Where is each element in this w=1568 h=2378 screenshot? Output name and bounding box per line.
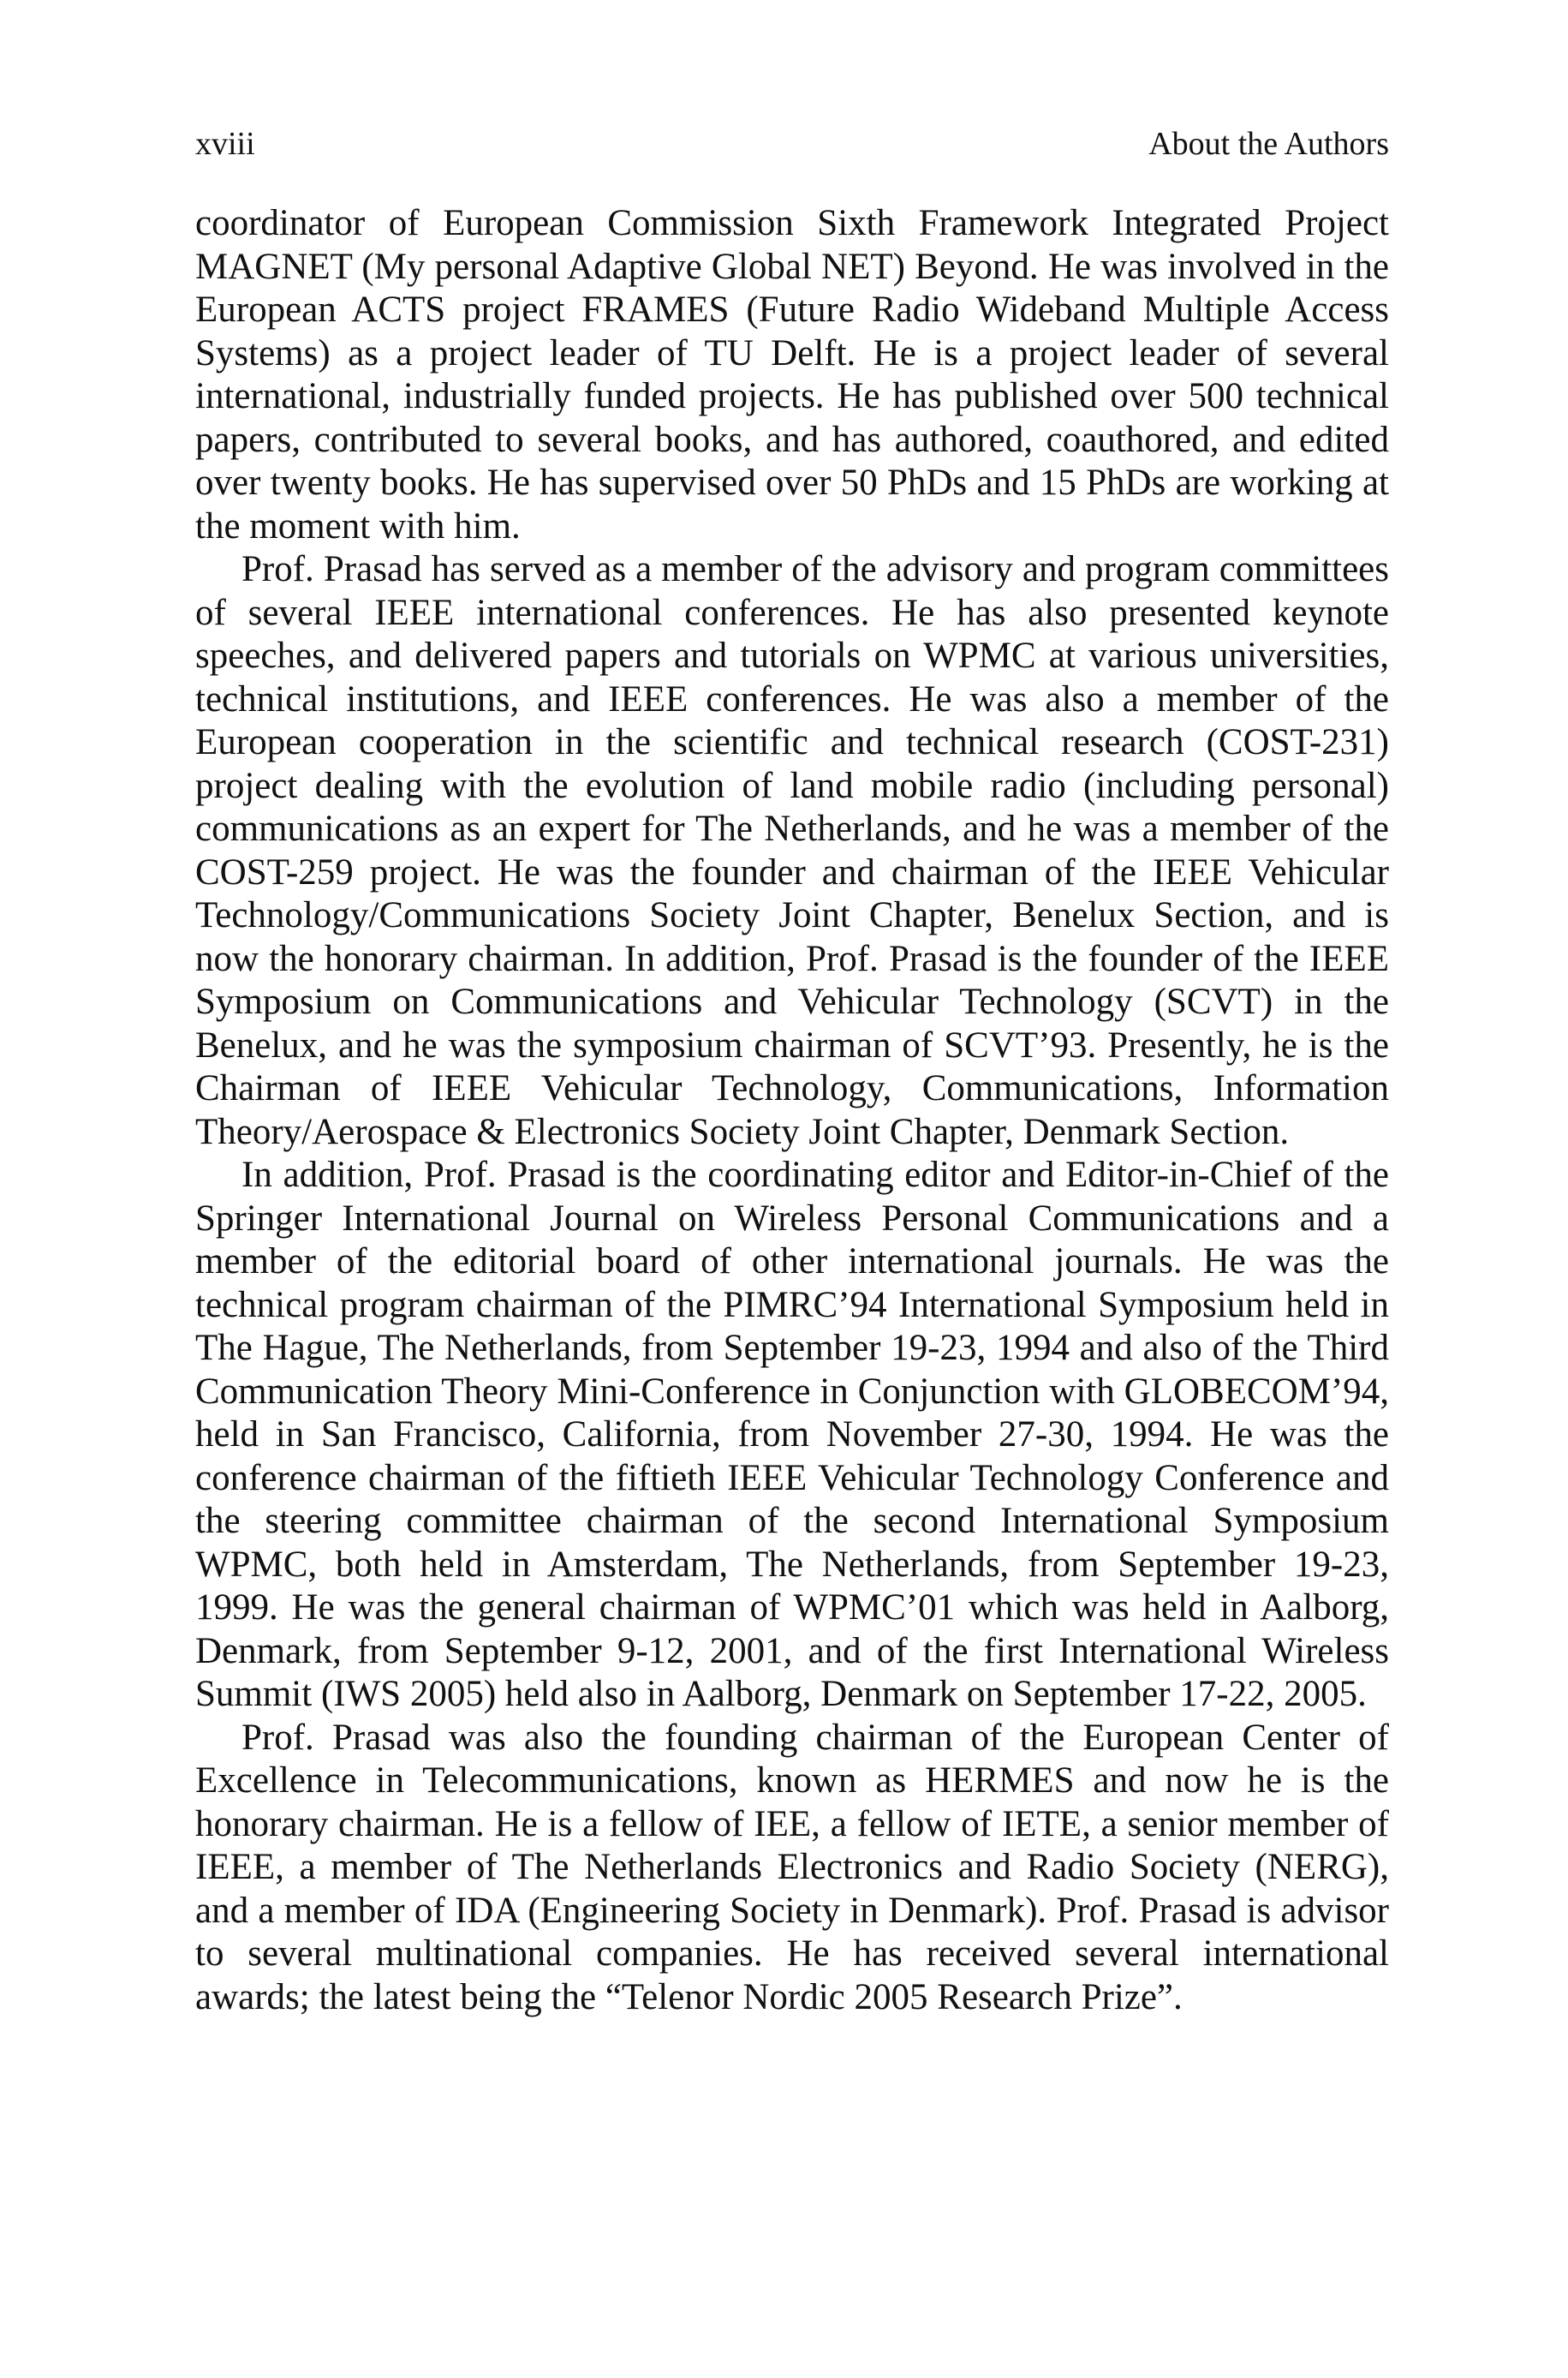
paragraph-continued: coordinator of European Commission Sixth Framework Integrated Project MAGNET (My personal Adaptive Global NET) Beyond. He was involved in the European ACTS project FRAMES (Future Radio Wideband Multiple Access Systems) as a project leader of TU Delft. He is a project leader of several international, industrially funded projects. He has published over 500 technical papers, contributed to several books, and has authored, coauthored, and edited over twenty books. He has supervised over 50 PhDs and 15 PhDs are working at the moment with him. [195,203,1389,547]
paragraph-committees: Prof. Prasad has served as a member of the advisory and program committees of several IEEE international conferences. He has also presented keynote speeches, and delivered papers and tutorials on WPMC at various universities, technical institutions, and IEEE conferences. He was also a member of the European cooperation in the scientific and technical research (COST-231) project dealing with the evolution of land mobile radio (including personal) communications as an expert for The Netherlands, and he was a member of the COST-259 project. He was the founder and chairman of the IEEE Vehicular Technology/Communications Society Joint Chapter, Benelux Section, and is now the honorary chairman. In addition, Prof. Prasad is the founder of the IEEE Symposium on Communications and Vehicular Technology (SCVT) in the Benelux, and he was the symposium chairman of SCVT’93. Presently, he is the Chairman of IEEE Vehicular Technology, Communications, Information Theory/Aerospace & Electronics Society Joint Chapter, Denmark Section. [195,549,1389,1152]
paragraph-honors: Prof. Prasad was also the founding chairman of the European Center of Excellence in Telecommunications, known as HERMES and now he is the honorary chairman. He is a fellow of IEE, a fellow of IETE, a senior member of IEEE, a member of The Netherlands Electronics and Radio Society (NERG), and a member of IDA (Engineering Society in Denmark). Prof. Prasad is advisor to several multinational companies. He has received several international awards; the latest being the “Telenor Nordic 2005 Research Prize”. [195,1717,1389,2017]
body-text [195,202,1389,2019]
book-page [195,120,1389,2019]
running-head [195,120,1389,168]
paragraph-editorial: In addition, Prof. Prasad is the coordinating editor and Editor-in-Chief of the Springer International Journal on Wireless Personal Communications and a member of the editorial board of other international journals. He was the technical program chairman of the PIMRC’94 International Symposium held in The Hague, The Netherlands, from September 19-23, 1994 and also of the Third Communication Theory Mini-Conference in Conjunction with GLOBECOM’94, held in San Francisco, California, from November 27-30, 1994. He was the conference chairman of the fiftieth IEEE Vehicular Technology Conference and the steering committee chairman of the second International Symposium WPMC, both held in Amsterdam, The Netherlands, from September 19-23, 1999. He was the general chairman of WPMC’01 which was held in Aalborg, Denmark, from September 9-12, 2001, and of the first International Wireless Summit (IWS 2005) held also in Aalborg, Denmark on September 17-22, 2005. [195,1155,1389,1714]
chapter-title: About the Authors [1148,126,1389,162]
page-number: xviii [195,126,255,162]
